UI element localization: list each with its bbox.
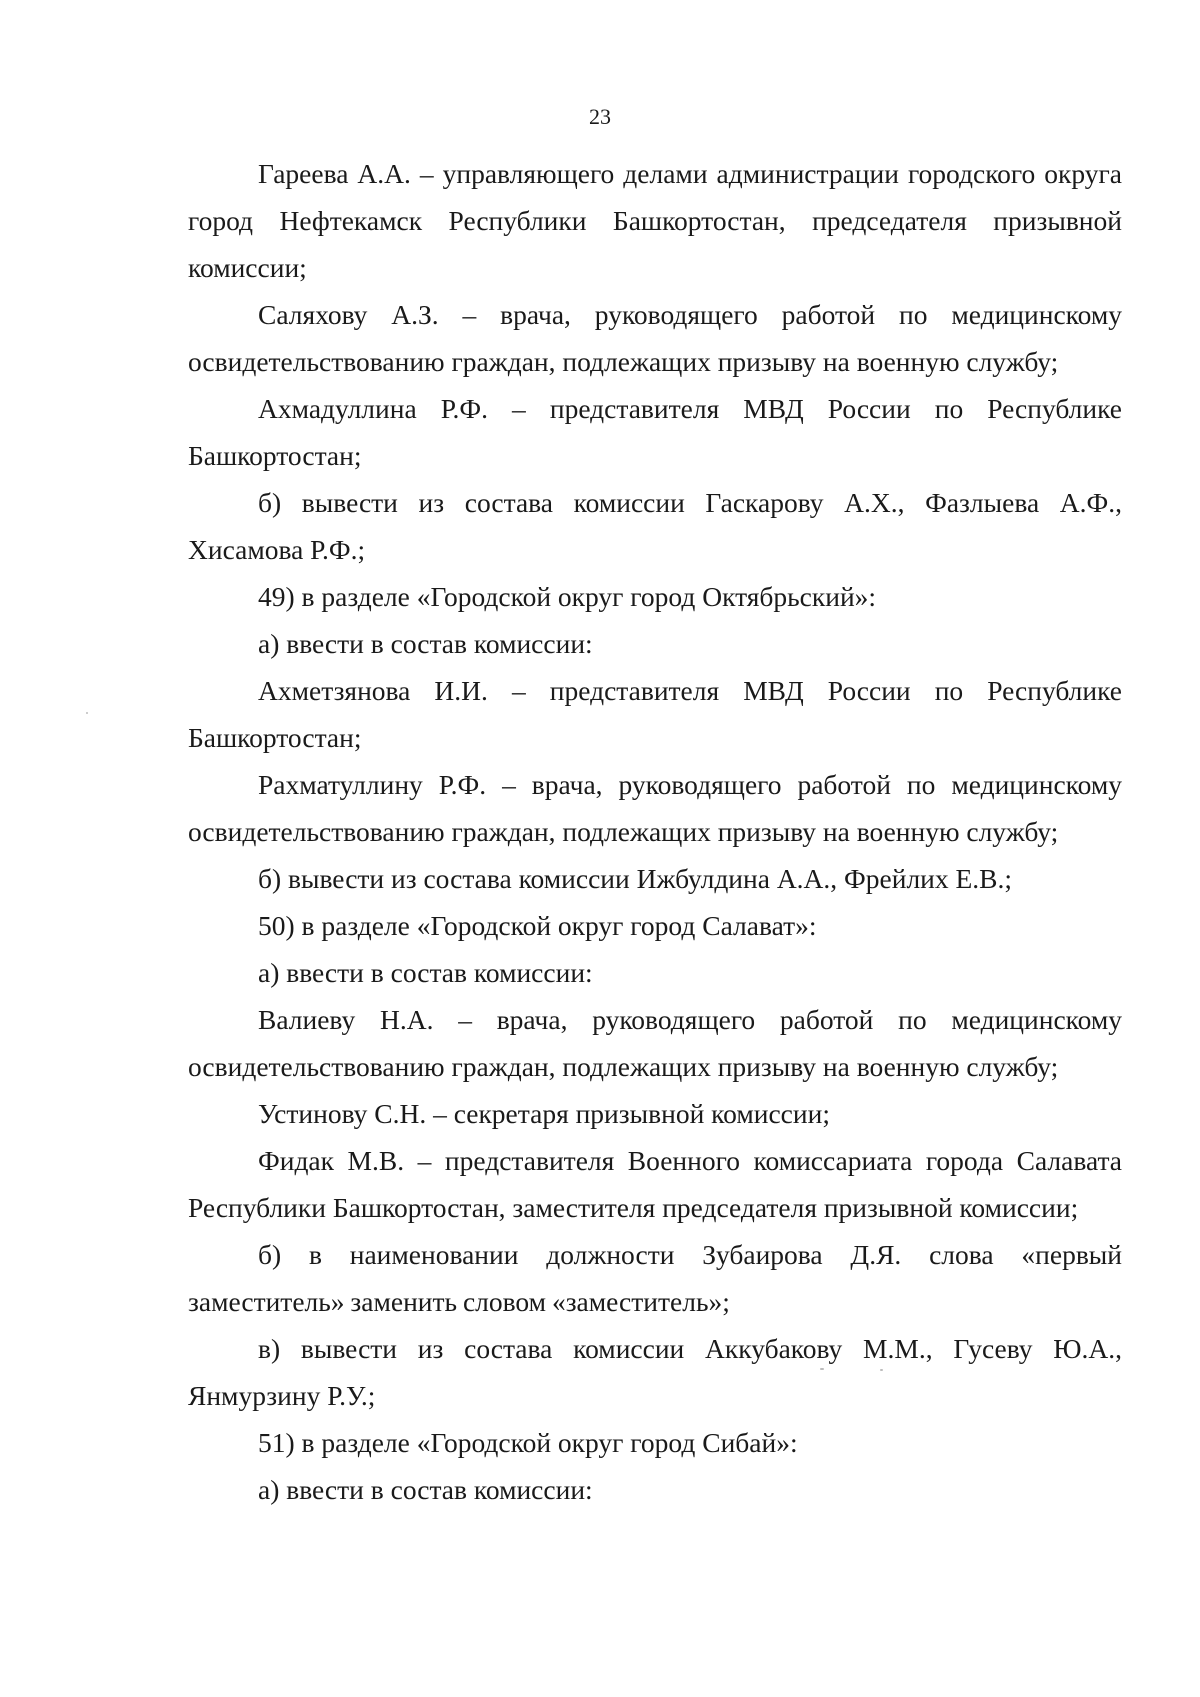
paragraph-ustinova: Устинову С.Н. – секретаря призывной комиссии; [258, 1098, 830, 1129]
paragraph-section-49: 49) в разделе «Городской округ город Октябрьский»: [258, 581, 877, 612]
paragraph-remove-salavat: в) вывести из состава комиссии Аккубакову М.М., Гусеву Ю.А., Янмурзину Р.У.; [188, 1333, 1122, 1411]
page-number: 23 [589, 104, 611, 129]
paragraph-section-50: 50) в разделе «Городской округ город Салават»: [258, 910, 817, 941]
scan-speck [820, 1368, 824, 1370]
paragraph-add-oktyabrsky: а) ввести в состав комиссии: [258, 628, 593, 659]
paragraph-section-51: 51) в разделе «Городской округ город Сибай»: [258, 1427, 798, 1458]
paragraph-remove-oktyabrsky: б) вывести из состава комиссии Ижбулдина А.А., Фрейлих Е.В.; [258, 863, 1013, 894]
paragraph-salyakhova: Саляхову А.З. – врача, руководящего работой по медицинскому освидетельствованию граждан, подлежащих призыву на военную службу; [188, 299, 1122, 377]
paragraph-gareeva: Гареева А.А. – управляющего делами администрации городского округа город Нефтекамск Республики Башкортостан, председателя призывной комиссии; [188, 158, 1122, 283]
paragraph-rakhmatullina: Рахматуллину Р.Ф. – врача, руководящего работой по медицинскому освидетельствованию граждан, подлежащих призыву на военную службу; [188, 769, 1122, 847]
scan-speck [880, 1369, 883, 1371]
paragraph-akhmetzyanov: Ахметзянова И.И. – представителя МВД России по Республике Башкортостан; [188, 675, 1122, 753]
paragraph-fidak: Фидак М.В. – представителя Военного комиссариата города Салавата Республики Башкортостан, заместителя председателя призывной комиссии; [188, 1145, 1122, 1223]
paragraph-valieva: Валиеву Н.А. – врача, руководящего работой по медицинскому освидетельствованию граждан, подлежащих призыву на военную службу; [188, 1004, 1122, 1082]
paragraph-remove-neftekamsk: б) вывести из состава комиссии Гаскарову А.Х., Фазлыева А.Ф., Хисамова Р.Ф.; [188, 487, 1122, 565]
paragraph-add-sibay: а) ввести в состав комиссии: [258, 1474, 593, 1505]
scan-speck [86, 712, 88, 714]
paragraph-add-salavat: а) ввести в состав комиссии: [258, 957, 593, 988]
paragraph-zubairov: б) в наименовании должности Зубаирова Д.Я. слова «первый заместитель» заменить словом «заместитель»; [188, 1239, 1122, 1317]
document-body [188, 150, 1122, 1513]
paragraph-akhmadullin: Ахмадуллина Р.Ф. – представителя МВД России по Республике Башкортостан; [188, 393, 1122, 471]
